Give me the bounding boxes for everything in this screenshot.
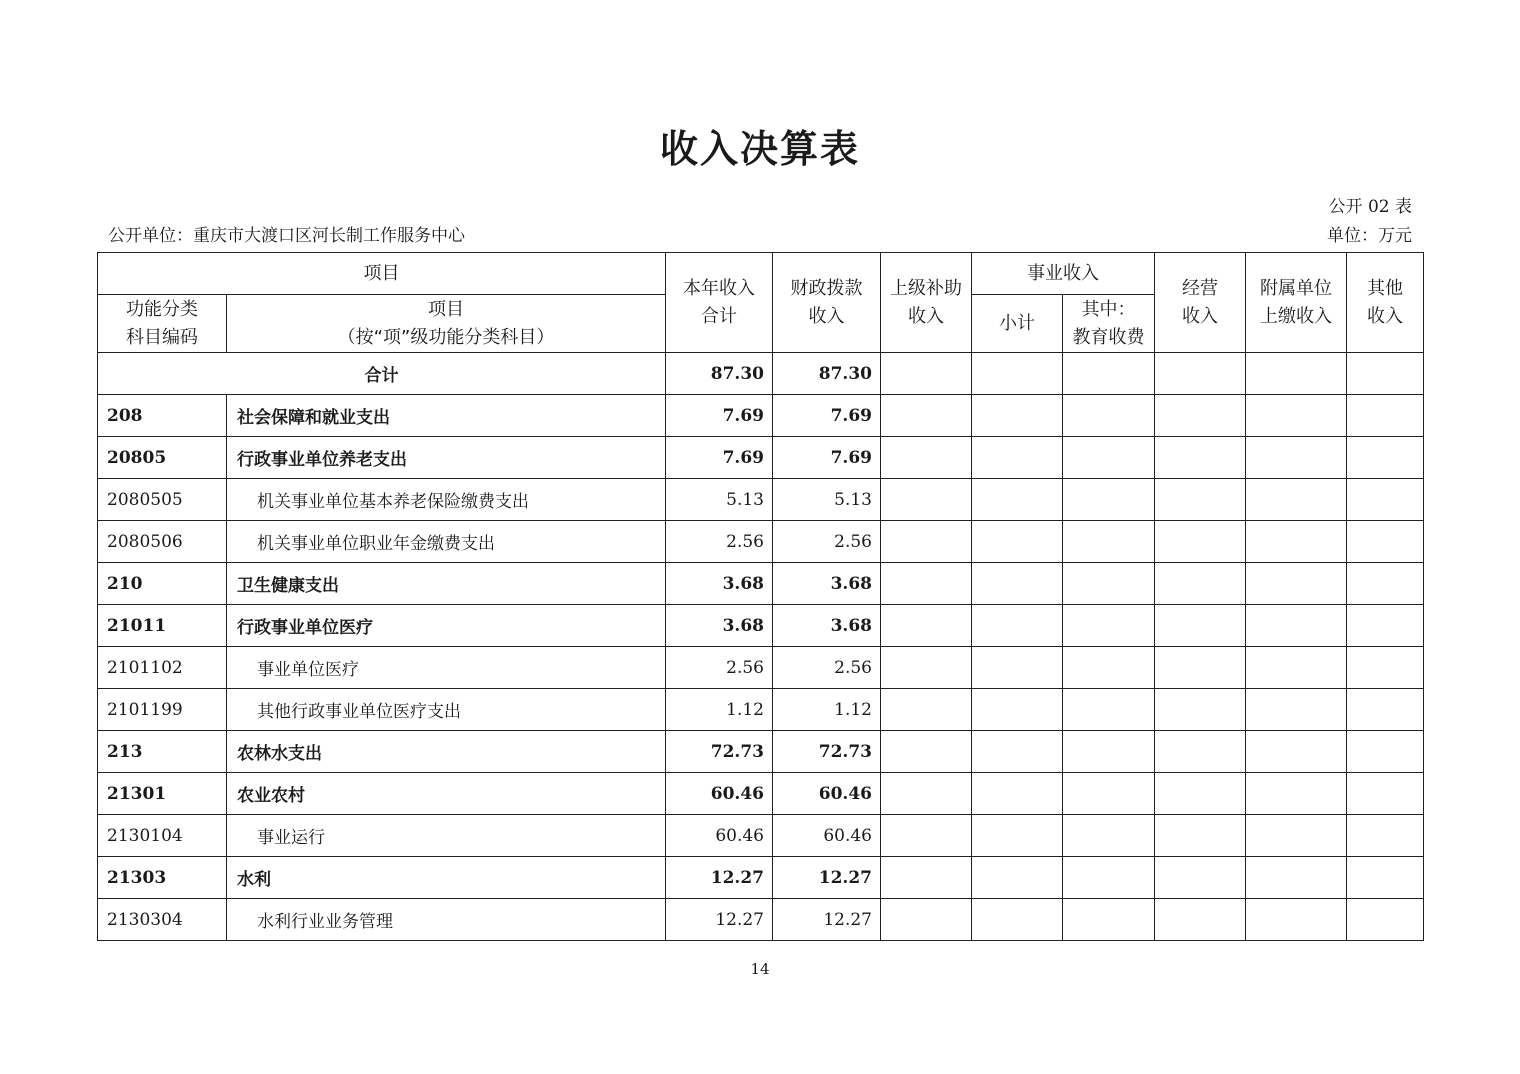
header-other-line2: 收入 bbox=[1367, 305, 1403, 327]
row-code: 21301 bbox=[98, 773, 227, 815]
header-item-line1: 项目 bbox=[428, 298, 464, 320]
empty-cell bbox=[1155, 773, 1246, 815]
header-education-fee bbox=[1063, 295, 1155, 353]
income-table bbox=[97, 252, 1424, 941]
row-code: 210 bbox=[98, 563, 227, 605]
unit-line bbox=[108, 221, 1412, 246]
table-row bbox=[98, 815, 1424, 857]
empty-cell bbox=[881, 479, 972, 521]
header-item bbox=[227, 295, 666, 353]
row-code: 20805 bbox=[98, 437, 227, 479]
total-row bbox=[98, 353, 1424, 395]
header-affiliated bbox=[1246, 253, 1347, 353]
header-total bbox=[666, 253, 773, 353]
empty-cell bbox=[1063, 689, 1155, 731]
total-row-total: 87.30 bbox=[666, 353, 773, 395]
empty-cell bbox=[1155, 899, 1246, 941]
empty-cell bbox=[881, 815, 972, 857]
table-row bbox=[98, 857, 1424, 899]
row-code: 2101102 bbox=[98, 647, 227, 689]
table-row bbox=[98, 731, 1424, 773]
empty-cell bbox=[881, 521, 972, 563]
empty-cell bbox=[881, 689, 972, 731]
empty-cell bbox=[972, 899, 1063, 941]
table-row bbox=[98, 605, 1424, 647]
empty-cell bbox=[972, 857, 1063, 899]
row-total: 60.46 bbox=[666, 773, 773, 815]
table-row bbox=[98, 689, 1424, 731]
empty-cell bbox=[1063, 647, 1155, 689]
row-code: 21303 bbox=[98, 857, 227, 899]
empty-cell bbox=[972, 353, 1063, 395]
row-code: 208 bbox=[98, 395, 227, 437]
header-code bbox=[98, 295, 227, 353]
header-fiscal-line1: 财政拨款 bbox=[790, 277, 863, 299]
header-fiscal bbox=[773, 253, 881, 353]
empty-cell bbox=[881, 563, 972, 605]
empty-cell bbox=[1155, 479, 1246, 521]
empty-cell bbox=[1246, 605, 1347, 647]
header-other bbox=[1347, 253, 1424, 353]
row-name: 农林水支出 bbox=[227, 731, 666, 773]
empty-cell bbox=[972, 479, 1063, 521]
empty-cell bbox=[1155, 521, 1246, 563]
row-name: 事业运行 bbox=[227, 815, 666, 857]
unit-of-measure: 单位：万元 bbox=[1327, 226, 1412, 246]
table-row bbox=[98, 563, 1424, 605]
table-row bbox=[98, 395, 1424, 437]
empty-cell bbox=[1155, 437, 1246, 479]
empty-cell bbox=[972, 563, 1063, 605]
empty-cell bbox=[1347, 689, 1424, 731]
empty-cell bbox=[1063, 437, 1155, 479]
empty-cell bbox=[1063, 353, 1155, 395]
empty-cell bbox=[972, 689, 1063, 731]
row-code: 2101199 bbox=[98, 689, 227, 731]
row-name: 水利行业业务管理 bbox=[227, 899, 666, 941]
empty-cell bbox=[881, 353, 972, 395]
empty-cell bbox=[1246, 815, 1347, 857]
empty-cell bbox=[1063, 773, 1155, 815]
header-edu-line1: 其中： bbox=[1081, 298, 1136, 320]
empty-cell bbox=[972, 647, 1063, 689]
header-edu-line2: 教育收费 bbox=[1072, 326, 1145, 348]
row-name: 其他行政事业单位医疗支出 bbox=[227, 689, 666, 731]
row-code: 2130104 bbox=[98, 815, 227, 857]
row-total: 72.73 bbox=[666, 731, 773, 773]
empty-cell bbox=[1347, 437, 1424, 479]
empty-cell bbox=[1063, 395, 1155, 437]
empty-cell bbox=[1246, 479, 1347, 521]
empty-cell bbox=[881, 437, 972, 479]
header-code-line2: 科目编码 bbox=[126, 326, 198, 348]
empty-cell bbox=[1063, 857, 1155, 899]
empty-cell bbox=[1063, 899, 1155, 941]
row-code: 2080505 bbox=[98, 479, 227, 521]
empty-cell bbox=[1155, 353, 1246, 395]
table-number: 公开 02 表 bbox=[1328, 197, 1412, 217]
row-fiscal: 5.13 bbox=[773, 479, 881, 521]
row-fiscal: 7.69 bbox=[773, 437, 881, 479]
empty-cell bbox=[1155, 395, 1246, 437]
empty-cell bbox=[1246, 773, 1347, 815]
empty-cell bbox=[1063, 521, 1155, 563]
total-row-fiscal: 87.30 bbox=[773, 353, 881, 395]
empty-cell bbox=[1347, 773, 1424, 815]
empty-cell bbox=[881, 773, 972, 815]
row-fiscal: 12.27 bbox=[773, 899, 881, 941]
row-name: 行政事业单位医疗 bbox=[227, 605, 666, 647]
empty-cell bbox=[1063, 605, 1155, 647]
header-affiliated-line2: 上缴收入 bbox=[1260, 305, 1332, 327]
row-code: 213 bbox=[98, 731, 227, 773]
header-superior-line2: 收入 bbox=[908, 305, 944, 327]
empty-cell bbox=[1155, 815, 1246, 857]
empty-cell bbox=[972, 773, 1063, 815]
empty-cell bbox=[1063, 815, 1155, 857]
row-name: 行政事业单位养老支出 bbox=[227, 437, 666, 479]
table-row bbox=[98, 647, 1424, 689]
empty-cell bbox=[1246, 395, 1347, 437]
empty-cell bbox=[881, 857, 972, 899]
table-row bbox=[98, 773, 1424, 815]
table-row bbox=[98, 521, 1424, 563]
row-name: 事业单位医疗 bbox=[227, 647, 666, 689]
empty-cell bbox=[1246, 689, 1347, 731]
row-name: 机关事业单位职业年金缴费支出 bbox=[227, 521, 666, 563]
row-code: 2080506 bbox=[98, 521, 227, 563]
empty-cell bbox=[1246, 857, 1347, 899]
empty-cell bbox=[881, 731, 972, 773]
header-operating bbox=[1155, 253, 1246, 353]
row-name: 水利 bbox=[227, 857, 666, 899]
row-total: 2.56 bbox=[666, 647, 773, 689]
empty-cell bbox=[1347, 605, 1424, 647]
header-total-line1: 本年收入 bbox=[683, 277, 755, 299]
empty-cell bbox=[1347, 647, 1424, 689]
row-fiscal: 2.56 bbox=[773, 521, 881, 563]
row-name: 机关事业单位基本养老保险缴费支出 bbox=[227, 479, 666, 521]
row-name: 卫生健康支出 bbox=[227, 563, 666, 605]
empty-cell bbox=[1246, 521, 1347, 563]
total-label: 合计 bbox=[98, 353, 666, 395]
row-total: 7.69 bbox=[666, 437, 773, 479]
page-title: 收入决算表 bbox=[659, 127, 860, 171]
header-total-line2: 合计 bbox=[701, 305, 737, 327]
header-fiscal-line2: 收入 bbox=[808, 305, 845, 327]
row-code: 2130304 bbox=[98, 899, 227, 941]
row-total: 7.69 bbox=[666, 395, 773, 437]
empty-cell bbox=[1246, 437, 1347, 479]
empty-cell bbox=[1155, 689, 1246, 731]
empty-cell bbox=[1246, 563, 1347, 605]
empty-cell bbox=[1063, 731, 1155, 773]
empty-cell bbox=[881, 647, 972, 689]
empty-cell bbox=[881, 605, 972, 647]
empty-cell bbox=[1246, 647, 1347, 689]
row-fiscal: 3.68 bbox=[773, 563, 881, 605]
table-row bbox=[98, 437, 1424, 479]
reporting-unit: 公开单位：重庆市大渡口区河长制工作服务中心 bbox=[108, 226, 465, 246]
empty-cell bbox=[1246, 353, 1347, 395]
row-code: 21011 bbox=[98, 605, 227, 647]
table-row bbox=[98, 899, 1424, 941]
row-name: 农业农村 bbox=[227, 773, 666, 815]
header-operating-line1: 经营 bbox=[1182, 277, 1218, 299]
empty-cell bbox=[881, 395, 972, 437]
empty-cell bbox=[972, 437, 1063, 479]
header-superior bbox=[881, 253, 972, 353]
header-affiliated-line1: 附属单位 bbox=[1260, 277, 1332, 299]
header-subtotal: 小计 bbox=[972, 295, 1063, 353]
table-row bbox=[98, 479, 1424, 521]
empty-cell bbox=[881, 899, 972, 941]
row-total: 3.68 bbox=[666, 605, 773, 647]
row-total: 2.56 bbox=[666, 521, 773, 563]
header-business-group: 事业收入 bbox=[972, 253, 1155, 295]
empty-cell bbox=[1155, 647, 1246, 689]
empty-cell bbox=[1347, 857, 1424, 899]
header-code-line1: 功能分类 bbox=[126, 298, 198, 320]
header-item-line2: （按“项”级功能分类科目） bbox=[337, 326, 555, 348]
empty-cell bbox=[1246, 899, 1347, 941]
empty-cell bbox=[1347, 479, 1424, 521]
empty-cell bbox=[1347, 563, 1424, 605]
empty-cell bbox=[1155, 563, 1246, 605]
row-fiscal: 60.46 bbox=[773, 815, 881, 857]
header-other-line1: 其他 bbox=[1367, 277, 1403, 299]
empty-cell bbox=[972, 815, 1063, 857]
empty-cell bbox=[972, 731, 1063, 773]
row-fiscal: 2.56 bbox=[773, 647, 881, 689]
page-number: 14 bbox=[750, 960, 770, 978]
header-superior-line1: 上级补助 bbox=[890, 277, 962, 299]
empty-cell bbox=[1155, 857, 1246, 899]
row-fiscal: 60.46 bbox=[773, 773, 881, 815]
empty-cell bbox=[1347, 815, 1424, 857]
row-total: 1.12 bbox=[666, 689, 773, 731]
row-name: 社会保障和就业支出 bbox=[227, 395, 666, 437]
empty-cell bbox=[1347, 521, 1424, 563]
empty-cell bbox=[1063, 563, 1155, 605]
empty-cell bbox=[1246, 731, 1347, 773]
table-body bbox=[98, 353, 1424, 941]
row-total: 60.46 bbox=[666, 815, 773, 857]
row-total: 3.68 bbox=[666, 563, 773, 605]
row-fiscal: 7.69 bbox=[773, 395, 881, 437]
row-fiscal: 12.27 bbox=[773, 857, 881, 899]
row-total: 12.27 bbox=[666, 857, 773, 899]
empty-cell bbox=[1155, 731, 1246, 773]
empty-cell bbox=[1347, 353, 1424, 395]
empty-cell bbox=[1347, 731, 1424, 773]
empty-cell bbox=[1347, 899, 1424, 941]
empty-cell bbox=[972, 521, 1063, 563]
row-total: 12.27 bbox=[666, 899, 773, 941]
row-fiscal: 72.73 bbox=[773, 731, 881, 773]
row-fiscal: 1.12 bbox=[773, 689, 881, 731]
empty-cell bbox=[1155, 605, 1246, 647]
empty-cell bbox=[972, 395, 1063, 437]
header-operating-line2: 收入 bbox=[1182, 305, 1218, 327]
row-total: 5.13 bbox=[666, 479, 773, 521]
empty-cell bbox=[1063, 479, 1155, 521]
header-project-group: 项目 bbox=[98, 253, 666, 295]
empty-cell bbox=[972, 605, 1063, 647]
empty-cell bbox=[1347, 395, 1424, 437]
row-fiscal: 3.68 bbox=[773, 605, 881, 647]
